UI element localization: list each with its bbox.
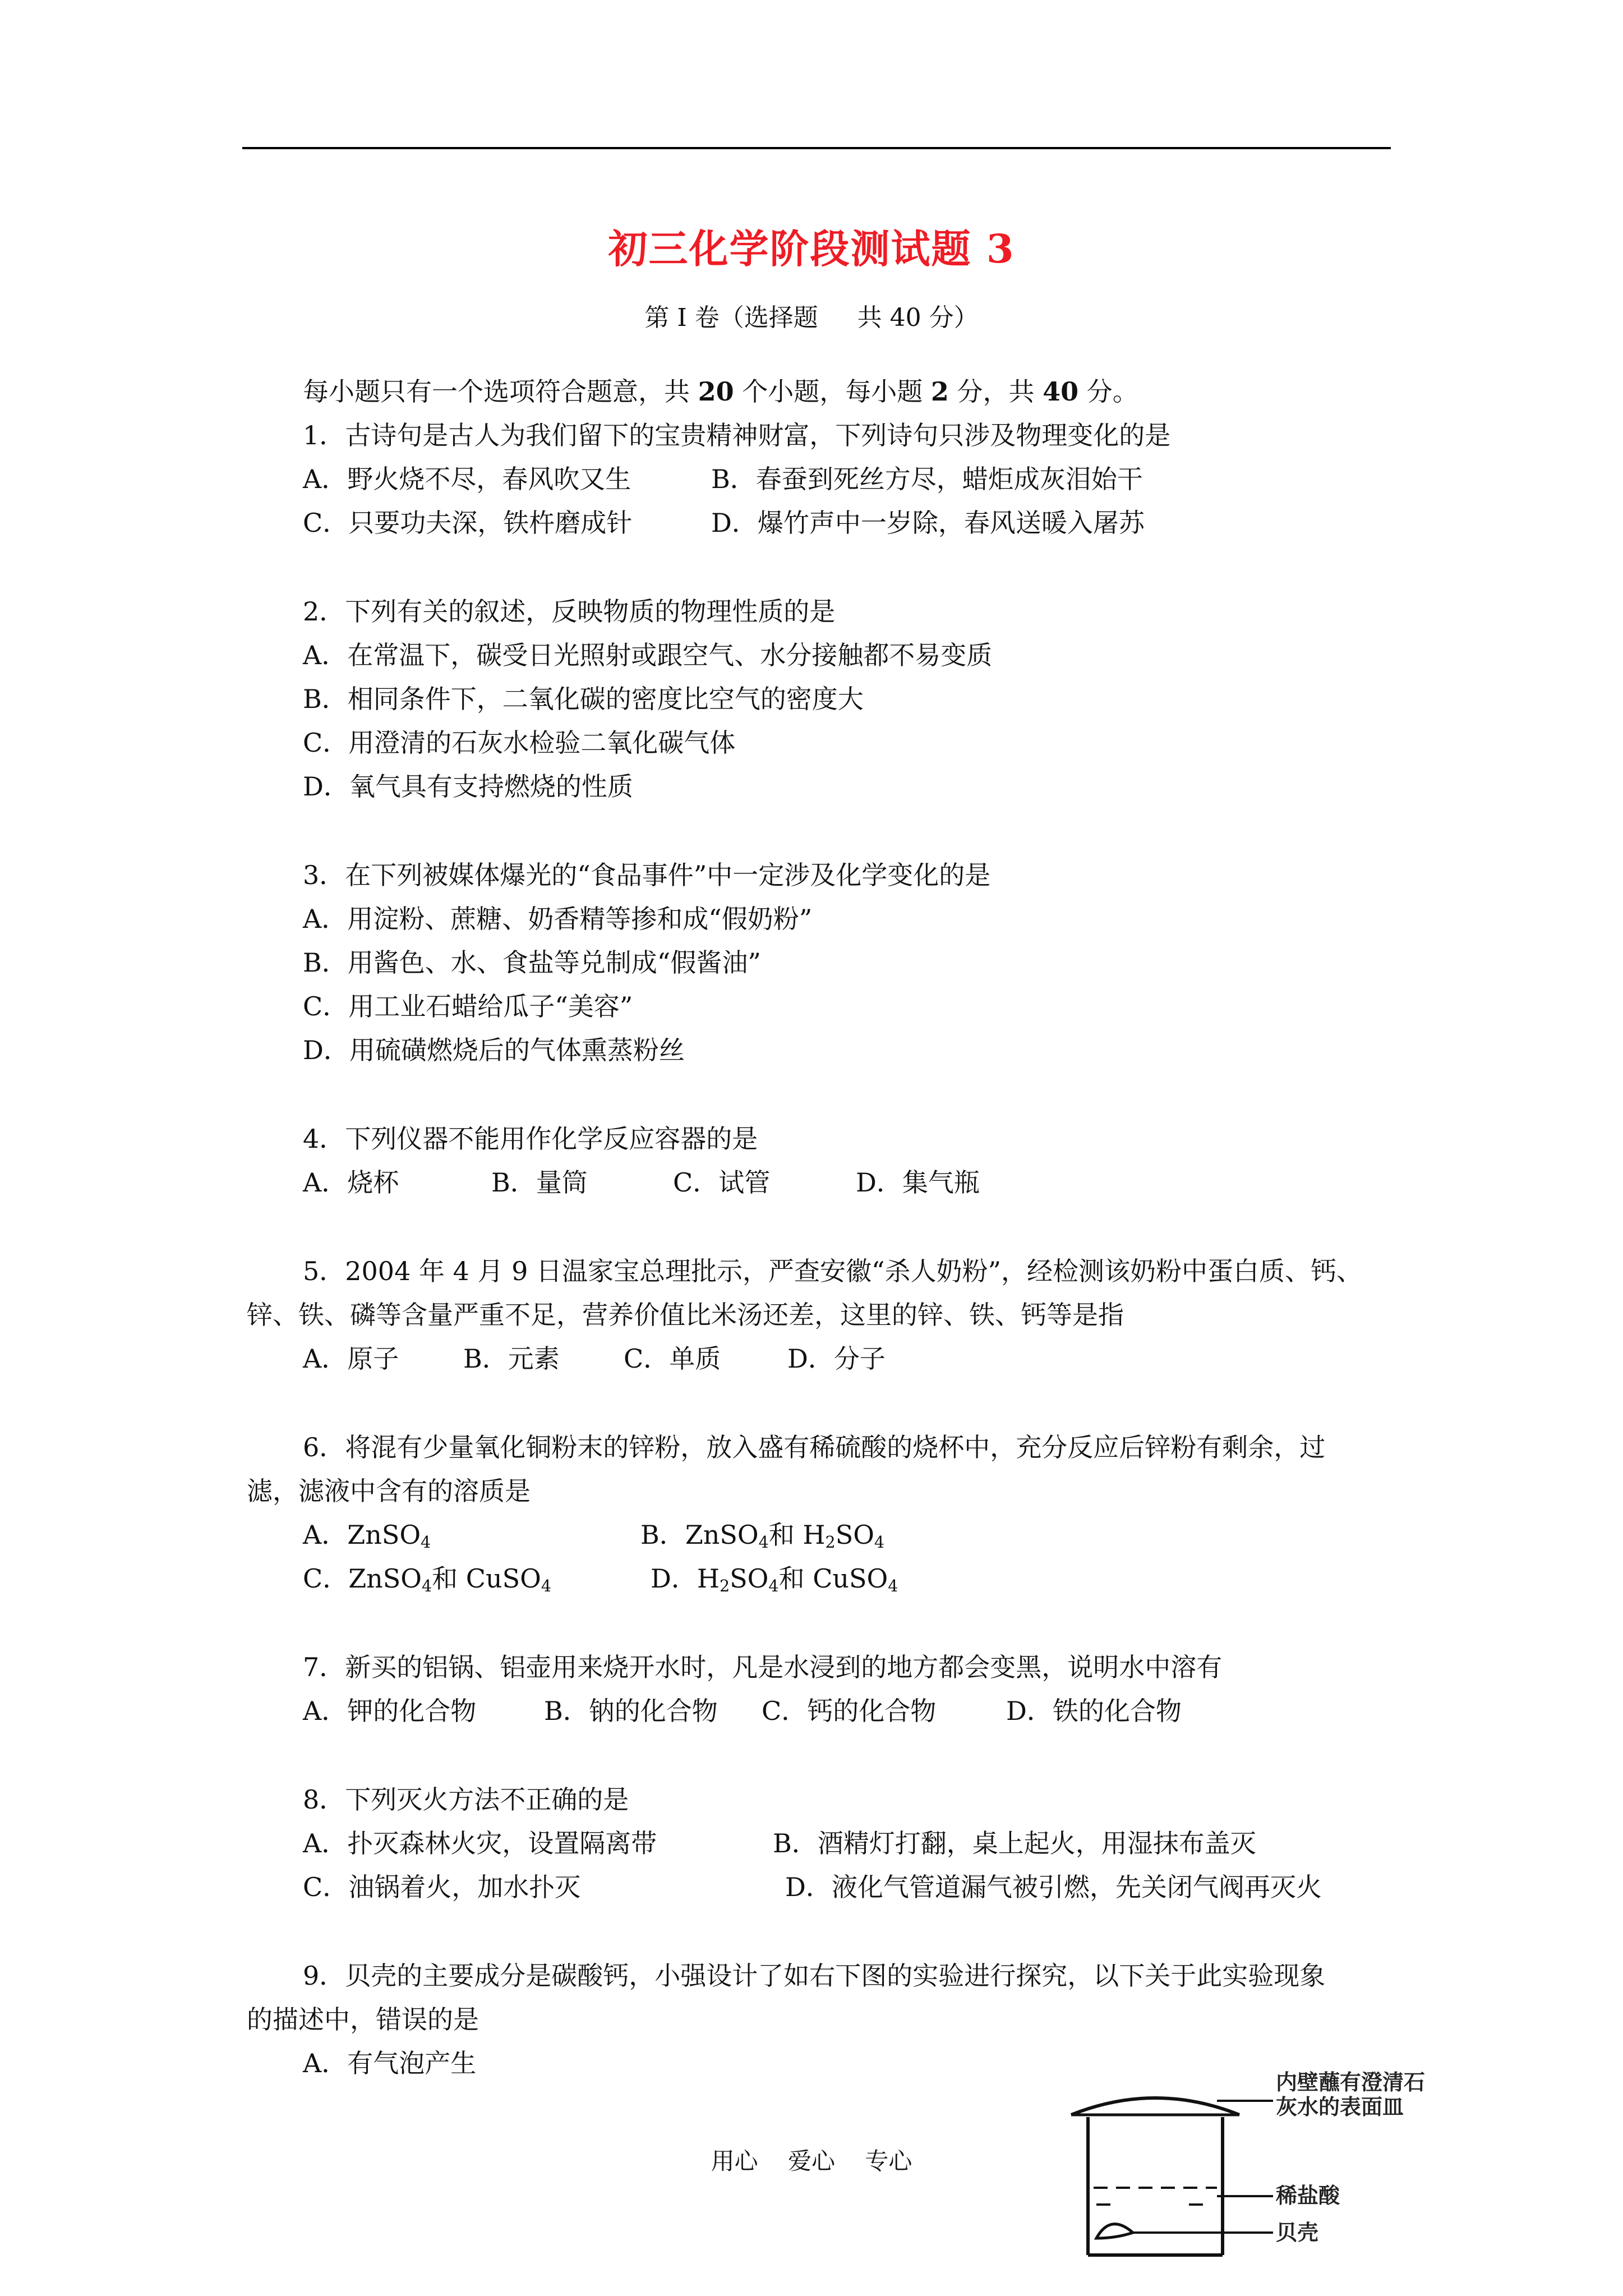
subscript: 4 xyxy=(768,1577,779,1596)
question-5-option-a: A．原子 xyxy=(303,1343,399,1374)
question-6-option-c xyxy=(303,1562,551,1595)
option-d-prefix: D． xyxy=(651,1563,697,1594)
section-subtitle: 第 I 卷（选择题 共 40 分） xyxy=(644,303,979,332)
question-7-option-c: C．钙的化合物 xyxy=(762,1696,937,1726)
instructions-text-2: 个小题，每小题 xyxy=(734,376,931,407)
question-5-stem-line-2: 锌、铁、磷等含量严重不足，营养价值比米汤还差，这里的锌、铁、钙等是指 xyxy=(247,1300,1124,1330)
shell xyxy=(1096,2224,1133,2238)
question-7-stem: 7．新买的铝锅、铝壶用来烧开水时，凡是水浸到的地方都会变黑，说明水中溶有 xyxy=(303,1652,1223,1682)
formula-znso: ZnSO xyxy=(685,1520,759,1550)
label-watch-glass-line-2: 灰水的表面皿 xyxy=(1276,2095,1404,2119)
question-4-option-c: C．试管 xyxy=(673,1167,771,1198)
formula-znso: ZnSO xyxy=(347,1520,421,1550)
question-8-option-a: A．扑灭森林火灾，设置隔离带 xyxy=(303,1828,657,1858)
subscript: 2 xyxy=(720,1577,730,1596)
question-5-stem-line-1: 5．2004 年 4 月 9 日温家宝总理批示，严查安徽“杀人奶粉”，经检测该奶粉中蛋白质、钙、 xyxy=(303,1256,1363,1286)
question-1-option-b: B．春蚕到死丝方尽，蜡炬成灰泪始干 xyxy=(711,464,1143,494)
instructions-text-1: 每小题只有一个选项符合题意，共 xyxy=(303,376,698,407)
question-6-option-d xyxy=(651,1562,898,1595)
formula-znso: ZnSO xyxy=(348,1563,422,1594)
question-3-option-d: D．用硫磺燃烧后的气体熏蒸粉丝 xyxy=(303,1035,685,1065)
question-8-stem: 8．下列灭火方法不正确的是 xyxy=(303,1784,629,1815)
question-9-stem-line-1: 9．贝壳的主要成分是碳酸钙，小强设计了如右下图的实验进行探究，以下关于此实验现象 xyxy=(303,1961,1326,1991)
question-9-stem-line-2: 的描述中，错误的是 xyxy=(247,2004,479,2035)
option-a-prefix: A． xyxy=(303,1520,348,1550)
page-title: 初三化学阶段测试题 3 xyxy=(608,226,1015,272)
formula-cuso: CuSO xyxy=(465,1563,541,1594)
formula-h: H xyxy=(697,1563,720,1594)
label-dilute-hcl: 稀盐酸 xyxy=(1276,2183,1340,2208)
subscript: 4 xyxy=(874,1533,885,1552)
question-8-option-c: C．油锅着火，加水扑灭 xyxy=(303,1872,581,1902)
question-7-option-a: A．钾的化合物 xyxy=(303,1696,477,1726)
label-watch-glass-line-1: 内壁蘸有澄清石 xyxy=(1276,2070,1426,2095)
question-7-option-b: B．钠的化合物 xyxy=(544,1696,718,1726)
question-2-stem: 2．下列有关的叙述，反映物质的物理性质的是 xyxy=(303,596,836,627)
question-5-option-d: D．分子 xyxy=(787,1343,886,1374)
question-6-option-a xyxy=(303,1518,431,1552)
question-2-option-d: D．氧气具有支持燃烧的性质 xyxy=(303,771,633,802)
page-footer: 用心 爱心 专心 xyxy=(711,2147,912,2175)
subscript: 4 xyxy=(421,1533,431,1552)
liquid-surface xyxy=(1094,2188,1217,2205)
question-7-option-d: D．铁的化合物 xyxy=(1006,1696,1182,1726)
formula-h: H xyxy=(803,1520,826,1550)
instructions-points-each: 2 xyxy=(930,376,949,407)
formula-so: SO xyxy=(730,1563,769,1594)
instructions-text-3: 分，共 xyxy=(948,376,1043,407)
conjunction: 和 xyxy=(778,1563,805,1594)
question-2-option-a: A．在常温下，碳受日光照射或跟空气、水分接触都不易变质 xyxy=(303,640,993,670)
question-6-stem-line-1: 6．将混有少量氧化铜粉末的锌粉，放入盛有稀硫酸的烧杯中，充分反应后锌粉有剩余，过 xyxy=(303,1432,1326,1462)
formula-so: SO xyxy=(835,1520,874,1550)
question-4-option-d: D．集气瓶 xyxy=(856,1167,980,1198)
question-1-option-c: C．只要功夫深，铁杵磨成针 xyxy=(303,508,633,538)
question-4-option-a: A．烧杯 xyxy=(303,1167,399,1198)
question-8-option-d: D．液化气管道漏气被引燃，先关闭气阀再灭火 xyxy=(785,1872,1322,1902)
question-1-stem: 1．古诗句是古人为我们留下的宝贵精神财富，下列诗句只涉及物理变化的是 xyxy=(303,420,1171,450)
conjunction: 和 xyxy=(432,1563,458,1594)
label-shell: 贝壳 xyxy=(1276,2220,1319,2245)
watch-glass xyxy=(1071,2098,1239,2115)
question-1-option-d: D．爆竹声中一岁除，春风送暖入屠苏 xyxy=(711,508,1145,538)
option-c-prefix: C． xyxy=(303,1563,349,1594)
subscript: 4 xyxy=(888,1577,898,1596)
question-3-option-b: B．用酱色、水、食盐等兑制成“假酱油” xyxy=(303,947,761,978)
instructions-count: 20 xyxy=(698,376,734,407)
subscript: 2 xyxy=(825,1533,836,1552)
question-5-option-c: C．单质 xyxy=(624,1343,721,1374)
question-2-option-c: C．用澄清的石灰水检验二氧化碳气体 xyxy=(303,728,736,758)
subscript: 4 xyxy=(758,1533,769,1552)
question-3-option-c: C．用工业石蜡给瓜子“美容” xyxy=(303,991,633,1022)
formula-cuso: CuSO xyxy=(813,1563,888,1594)
subscript: 4 xyxy=(422,1577,432,1596)
header-rule xyxy=(242,147,1391,149)
question-2-option-b: B．相同条件下，二氧化碳的密度比空气的密度大 xyxy=(303,684,864,714)
question-4-option-b: B．量筒 xyxy=(491,1167,588,1198)
conjunction: 和 xyxy=(768,1520,795,1550)
option-b-prefix: B． xyxy=(640,1520,685,1550)
question-5-option-b: B．元素 xyxy=(463,1343,560,1374)
question-6-stem-line-2: 滤，滤液中含有的溶质是 xyxy=(247,1476,531,1506)
subscript: 4 xyxy=(541,1577,551,1596)
question-9-option-a: A．有气泡产生 xyxy=(303,2048,477,2078)
question-8-option-b: B．酒精灯打翻，桌上起火，用湿抹布盖灭 xyxy=(773,1828,1256,1858)
instructions-points-total: 40 xyxy=(1043,376,1079,407)
instructions-text-4: 分。 xyxy=(1078,376,1138,407)
question-1-option-a: A．野火烧不尽，春风吹又生 xyxy=(303,464,631,494)
question-4-stem: 4．下列仪器不能用作化学反应容器的是 xyxy=(303,1124,758,1154)
question-6-option-b xyxy=(640,1518,884,1552)
instructions xyxy=(303,375,1138,408)
question-3-option-a: A．用淀粉、蔗糖、奶香精等掺和成“假奶粉” xyxy=(303,904,813,934)
question-3-stem: 3．在下列被媒体爆光的“食品事件”中一定涉及化学变化的是 xyxy=(303,860,991,890)
